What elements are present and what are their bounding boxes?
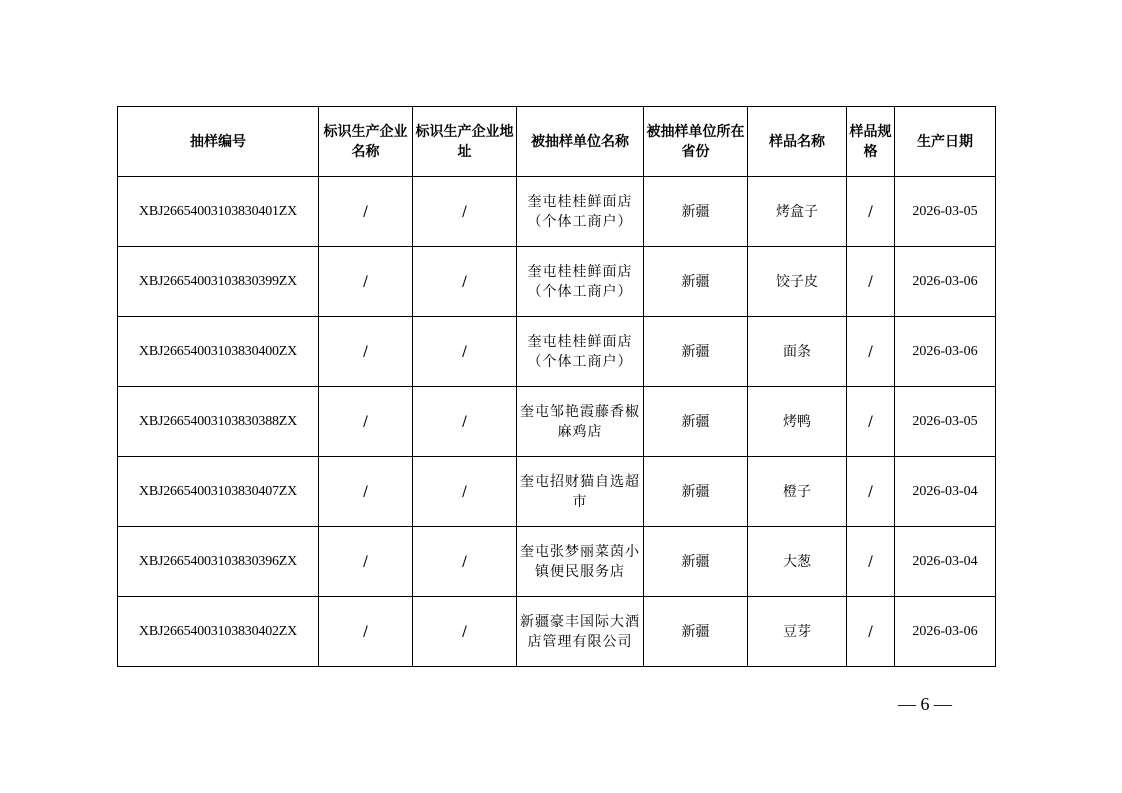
cell-sample-spec: /: [847, 457, 895, 527]
table-row: [118, 387, 996, 457]
cell-sample-code: XBJ26654003103830407ZX: [118, 457, 319, 527]
cell-sample-name: 饺子皮: [748, 247, 847, 317]
cell-producer-name: /: [319, 457, 413, 527]
cell-production-date: 2026-03-04: [895, 457, 996, 527]
cell-sample-code: XBJ26654003103830401ZX: [118, 177, 319, 247]
cell-province: 新疆: [644, 527, 748, 597]
table-row: [118, 527, 996, 597]
cell-sample-name: 豆芽: [748, 597, 847, 667]
cell-sample-name: 烤盒子: [748, 177, 847, 247]
cell-sample-spec: /: [847, 177, 895, 247]
cell-production-date: 2026-03-05: [895, 177, 996, 247]
cell-producer-address: /: [413, 317, 517, 387]
cell-sample-name: 大葱: [748, 527, 847, 597]
cell-producer-name: /: [319, 387, 413, 457]
cell-producer-address: /: [413, 457, 517, 527]
cell-province: 新疆: [644, 317, 748, 387]
table-row: [118, 177, 996, 247]
cell-producer-name: /: [319, 247, 413, 317]
table-row: [118, 247, 996, 317]
cell-sample-spec: /: [847, 527, 895, 597]
cell-province: 新疆: [644, 247, 748, 317]
table-row: [118, 597, 996, 667]
cell-sampled-unit-name: 新疆豪丰国际大酒店管理有限公司: [517, 597, 644, 667]
cell-sample-name: 烤鸭: [748, 387, 847, 457]
cell-production-date: 2026-03-05: [895, 387, 996, 457]
cell-producer-name: /: [319, 597, 413, 667]
cell-sample-code: XBJ26654003103830388ZX: [118, 387, 319, 457]
page-number: — 6 —: [898, 694, 952, 714]
cell-sampled-unit-name: 奎屯桂桂鲜面店（个体工商户）: [517, 177, 644, 247]
cell-producer-address: /: [413, 247, 517, 317]
cell-province: 新疆: [644, 387, 748, 457]
cell-production-date: 2026-03-06: [895, 597, 996, 667]
cell-producer-address: /: [413, 177, 517, 247]
cell-province: 新疆: [644, 457, 748, 527]
cell-sample-code: XBJ26654003103830400ZX: [118, 317, 319, 387]
cell-producer-address: /: [413, 387, 517, 457]
header-sample-name: 样品名称: [748, 107, 847, 177]
cell-producer-address: /: [413, 597, 517, 667]
cell-producer-address: /: [413, 527, 517, 597]
cell-sample-spec: /: [847, 597, 895, 667]
header-production-date: 生产日期: [895, 107, 996, 177]
cell-sample-name: 面条: [748, 317, 847, 387]
cell-producer-name: /: [319, 317, 413, 387]
cell-sampled-unit-name: 奎屯桂桂鲜面店（个体工商户）: [517, 317, 644, 387]
cell-sample-spec: /: [847, 247, 895, 317]
cell-producer-name: /: [319, 527, 413, 597]
cell-sampled-unit-name: 奎屯桂桂鲜面店（个体工商户）: [517, 247, 644, 317]
table-row: [118, 457, 996, 527]
header-producer-address: 标识生产企业地址: [413, 107, 517, 177]
header-sample-code: 抽样编号: [118, 107, 319, 177]
header-sampled-unit-province: 被抽样单位所在省份: [644, 107, 748, 177]
cell-production-date: 2026-03-06: [895, 247, 996, 317]
cell-sample-spec: /: [847, 387, 895, 457]
cell-sampled-unit-name: 奎屯张梦丽菜茵小镇便民服务店: [517, 527, 644, 597]
table-header-row: [118, 107, 996, 177]
cell-province: 新疆: [644, 177, 748, 247]
header-sampled-unit-name: 被抽样单位名称: [517, 107, 644, 177]
cell-sample-code: XBJ26654003103830402ZX: [118, 597, 319, 667]
sampling-table: [117, 106, 996, 667]
header-sample-spec: 样品规格: [847, 107, 895, 177]
cell-province: 新疆: [644, 597, 748, 667]
header-producer-name: 标识生产企业名称: [319, 107, 413, 177]
cell-sample-name: 橙子: [748, 457, 847, 527]
cell-production-date: 2026-03-04: [895, 527, 996, 597]
cell-sample-code: XBJ26654003103830396ZX: [118, 527, 319, 597]
cell-sampled-unit-name: 奎屯招财猫自选超市: [517, 457, 644, 527]
cell-sampled-unit-name: 奎屯邹艳霞藤香椒麻鸡店: [517, 387, 644, 457]
cell-producer-name: /: [319, 177, 413, 247]
table-row: [118, 317, 996, 387]
cell-production-date: 2026-03-06: [895, 317, 996, 387]
cell-sample-spec: /: [847, 317, 895, 387]
cell-sample-code: XBJ26654003103830399ZX: [118, 247, 319, 317]
